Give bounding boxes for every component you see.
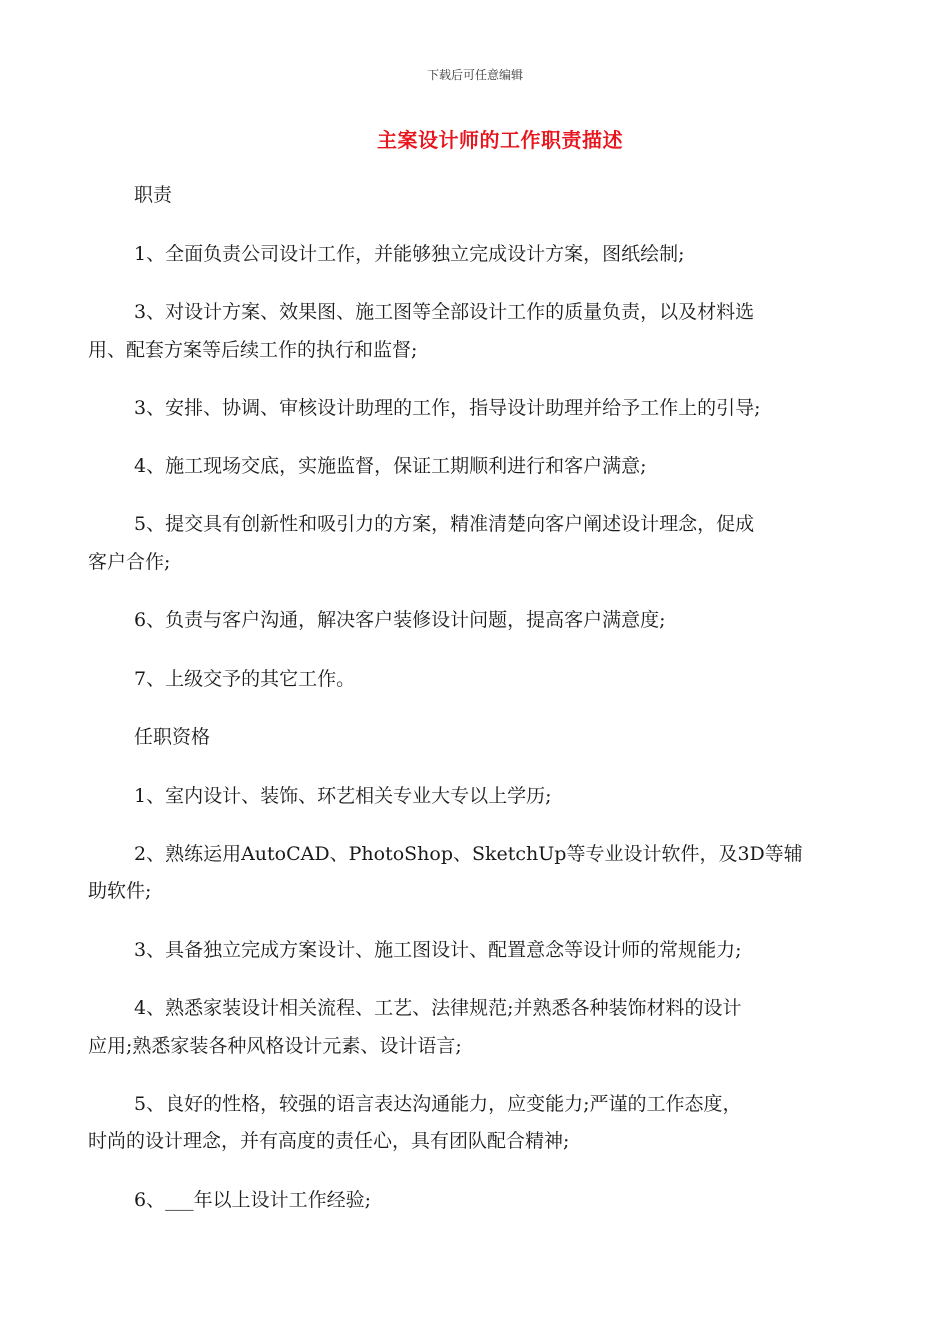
qualification-item-5: 5、良好的性格，较强的语言表达沟通能力，应变能力;严谨的工作态度， [134,1093,742,1115]
duty-item-2-continued: 用、配套方案等后续工作的执行和监督; [88,339,418,361]
section-heading-duties: 职责 [134,184,173,206]
duty-item-2: 3、对设计方案、效果图、施工图等全部设计工作的质量负责，以及材料选 [134,301,755,323]
duty-item-7: 7、上级交予的其它工作。 [134,668,356,690]
qualification-item-2: 2、熟练运用AutoCAD、PhotoShop、SketchUp等专业设计软件，及3D等辅 [134,843,803,865]
duty-item-6: 6、负责与客户沟通，解决客户装修设计问题，提高客户满意度; [134,609,666,631]
qualification-item-4: 4、熟悉家装设计相关流程、工艺、法律规范;并熟悉各种装饰材料的设计 [134,997,742,1019]
duty-item-5-continued: 客户合作; [88,551,171,573]
qualification-item-2-continued: 助软件; [88,880,152,902]
duty-item-3: 3、安排、协调、审核设计助理的工作，指导设计助理并给予工作上的引导; [134,397,761,419]
duty-item-4: 4、施工现场交底，实施监督，保证工期顺利进行和客户满意; [134,455,647,477]
qualification-item-6: 6、___年以上设计工作经验; [134,1189,371,1211]
duty-item-1: 1、全面负责公司设计工作，并能够独立完成设计方案，图纸绘制; [134,243,685,265]
qualification-item-3: 3、具备独立完成方案设计、施工图设计、配置意念等设计师的常规能力; [134,939,742,961]
qualification-item-5-continued: 时尚的设计理念，并有高度的责任心，具有团队配合精神; [88,1130,570,1152]
document-title: 主案设计师的工作职责描述 [377,128,623,152]
qualification-item-1: 1、室内设计、装饰、环艺相关专业大专以上学历; [134,785,552,807]
section-heading-qualifications: 任职资格 [134,726,211,748]
duty-item-5: 5、提交具有创新性和吸引力的方案，精准清楚向客户阐述设计理念，促成 [134,513,755,535]
header-note: 下载后可任意编辑 [426,68,523,82]
qualification-item-4-continued: 应用;熟悉家装各种风格设计元素、设计语言; [88,1035,462,1057]
